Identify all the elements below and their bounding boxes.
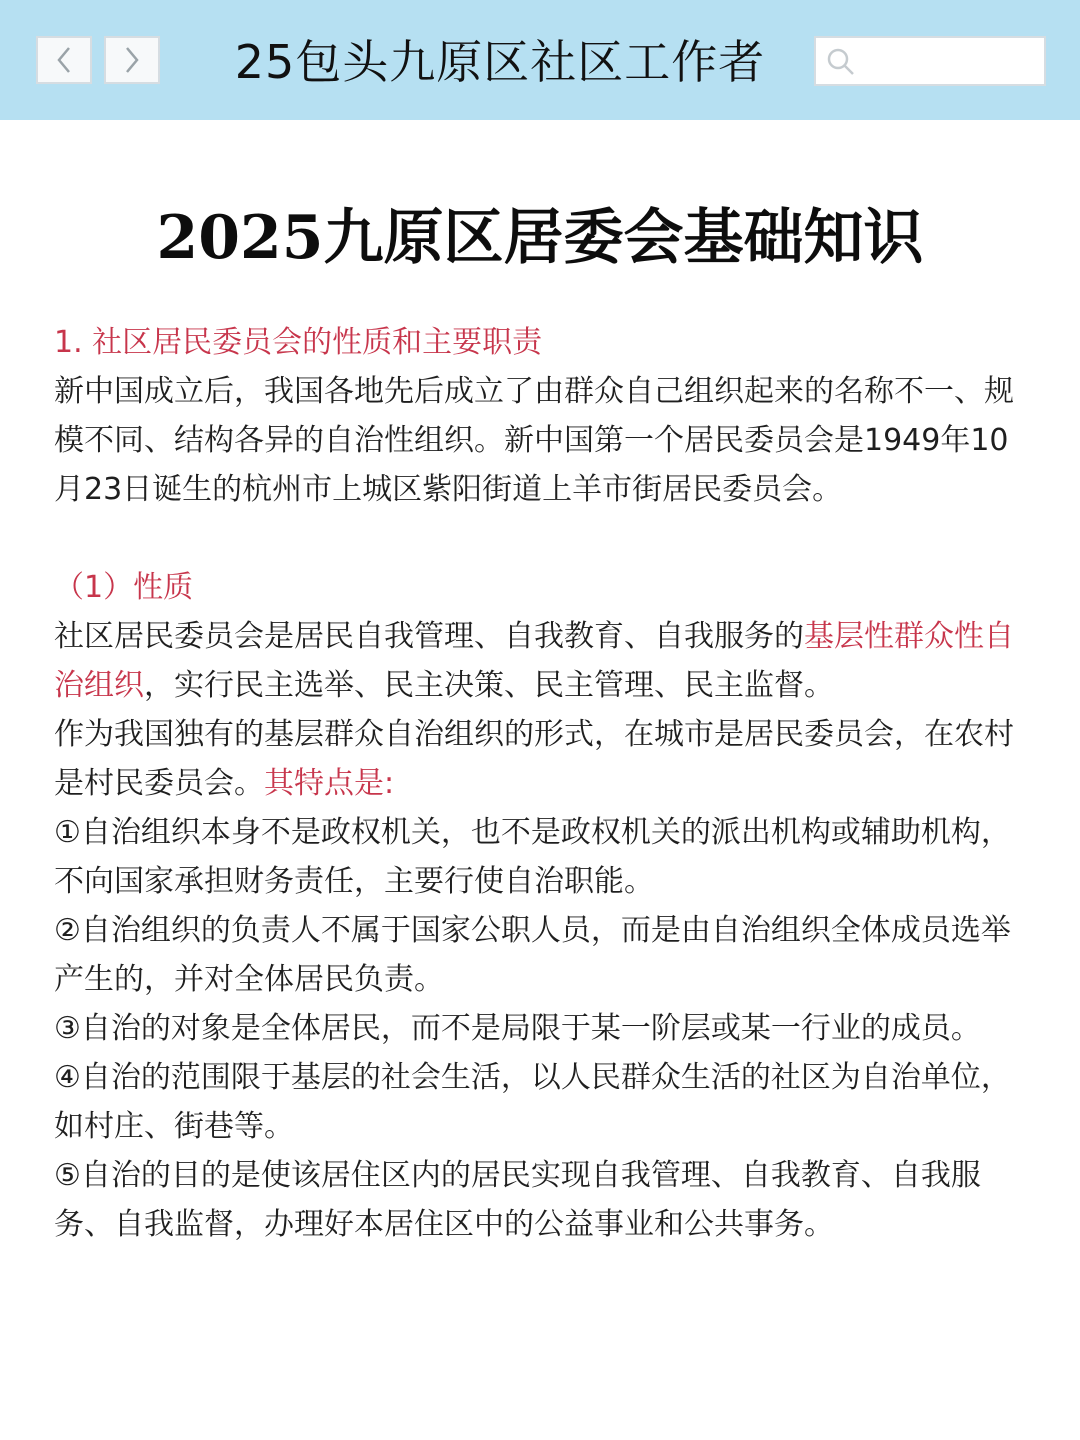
feature-point-1: ①自治组织本身不是政权机关，也不是政权机关的派出机构或辅助机构，不向国家承担财务责任，主要行使自治职能。 xyxy=(54,815,1011,899)
back-button[interactable] xyxy=(36,36,92,84)
feature-point-2: ②自治组织的负责人不属于国家公职人员，而是由自治组织全体成员选举产生的，并对全体居民负责。 xyxy=(54,913,1011,997)
search-input[interactable] xyxy=(814,36,1046,86)
nature-paragraph-2 xyxy=(54,710,1034,808)
nature-highlight-2: 其特点是: xyxy=(264,766,395,801)
nature-heading: （1）性质 xyxy=(54,570,194,605)
feature-point-5: ⑤自治的目的是使该居住区内的居民实现自我管理、自我教育、自我服务、自我监督，办理好本居住区中的公益事业和公共事务。 xyxy=(54,1158,981,1242)
nature-text-1b: ，实行民主选举、民主决策、民主管理、民主监督。 xyxy=(144,668,834,703)
nature-text-2a: 作为我国独有的基层群众自治组织的形式，在城市是居民委员会，在农村是村民委员会。 xyxy=(54,717,1014,801)
top-bar xyxy=(0,0,1080,120)
app-title: 25包头九原区社区工作者 xyxy=(234,35,766,89)
section-heading: 1. 社区居民委员会的性质和主要职责 xyxy=(54,325,543,360)
chevron-left-icon xyxy=(54,45,74,75)
nature-paragraph-1 xyxy=(54,612,1034,710)
section-intro: 新中国成立后，我国各地先后成立了由群众自己组织起来的名称不一、规模不同、结构各异的自治性组织。新中国第一个居民委员会是1949年10月23日诞生的杭州市上城区紫阳街道上羊市街居民委员会。 xyxy=(54,374,1014,507)
feature-point-4: ④自治的范围限于基层的社会生活，以人民群众生活的社区为自治单位，如村庄、街巷等。 xyxy=(54,1060,1011,1144)
nature-text-1a: 社区居民委员会是居民自我管理、自我教育、自我服务的 xyxy=(54,619,804,654)
search-icon xyxy=(826,47,856,77)
nature-highlight-1: 基层性群众性自治组织 xyxy=(54,619,1014,703)
feature-point-3: ③自治的对象是全体居民，而不是局限于某一阶层或某一行业的成员。 xyxy=(54,1011,981,1046)
forward-button[interactable] xyxy=(104,36,160,84)
document-title: 2025九原区居委会基础知识 xyxy=(156,203,924,273)
chevron-right-icon xyxy=(122,45,142,75)
document-body xyxy=(54,318,1034,1249)
